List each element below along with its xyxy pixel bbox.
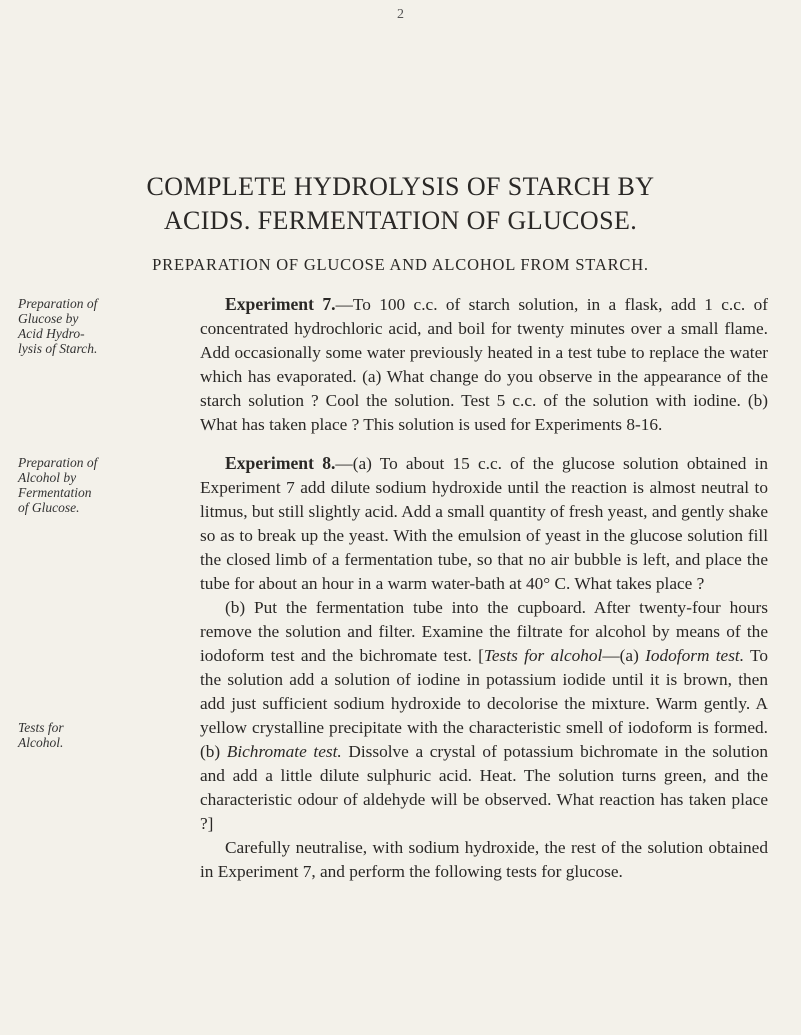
margin-note-line: Fermentation [18, 485, 92, 500]
bichromate-test-text: Dissolve a crystal of potassium bichromate in the solution and add a little dilute sulphuric acid. Heat. The solution turns green, and the characteristic odour of aldehyde will be observed. What reaction has taken place ?] [200, 742, 769, 833]
margin-note-line: Alcohol by [18, 470, 77, 485]
margin-note-alcohol-preparation [18, 455, 97, 515]
margin-note-line: Acid Hydro- [18, 326, 85, 341]
margin-note-line: Preparation of [18, 296, 98, 311]
experiment-8-text-b-start: (b) Put the fermentation tube into the cupboard. After twenty-four hours remove the solution and filter. Examine the filtrate for alcohol by means of the iodoform test and the bichromate test. [ [200, 598, 768, 665]
page-number: 2 [397, 7, 404, 22]
title-line-1: COMPLETE HYDROLYSIS OF STARCH BY [146, 172, 655, 201]
tests-for-alcohol-heading: Tests for alcohol [483, 646, 603, 665]
margin-note-line: Preparation of [18, 455, 98, 470]
subtitle: PREPARATION OF GLUCOSE AND ALCOHOL FROM STARCH. [152, 255, 649, 274]
part-a-label: —(a) [602, 646, 646, 665]
part-b-label: (b) [200, 742, 227, 761]
margin-note-line: of Glucose. [18, 500, 80, 515]
bichromate-test-heading: Bichromate test. [226, 742, 342, 761]
iodoform-test-text: To the solution add a solution of iodine in potassium iodide until it is brown, then add just sufficient sodium hydroxide to decolorise the mixture. Warm gently. A yellow crystalline precipitate with the characteristic smell of iodoform is formed. [200, 646, 769, 737]
experiment-7-heading: Experiment 7. [225, 294, 336, 314]
experiment-8-section [200, 451, 768, 884]
iodoform-test-heading: Iodoform test. [645, 646, 745, 665]
experiment-8-heading: Experiment 8. [225, 453, 336, 473]
margin-note-line: Alcohol. [18, 735, 64, 750]
margin-note-glucose-preparation [18, 296, 97, 356]
experiment-8-part-a [200, 451, 768, 596]
title-line-2: ACIDS. FERMENTATION OF GLUCOSE. [163, 206, 638, 235]
experiment-7-text: —To 100 c.c. of starch solution, in a flask, add 1 c.c. of concentrated hydrochloric acid, and boil for twenty minutes over a small flame. Add occasionally some water previously heated in a test tube to replace the water which has evaporated. (a) What change do you observe in the appearance of the starch solution ? Cool the solution. Test 5 c.c. of the solution with iodine. (b) What has taken place ? This solution is used for Experiments 8-16. [200, 295, 768, 434]
experiment-7-paragraph [200, 292, 768, 437]
margin-note-alcohol-tests [18, 720, 64, 750]
experiment-8-part-b [200, 596, 768, 836]
margin-note-line: Tests for [18, 720, 64, 735]
margin-note-line: Glucose by [18, 311, 79, 326]
experiment-8-text-a: —(a) To about 15 c.c. of the glucose solution obtained in Experiment 7 add dilute sodium hydroxide until the reaction is almost neutral to litmus, but still slightly acid. Add a small quantity of fresh yeast, and gently shake so as to break up the yeast. With the emulsion of yeast in the glucose solution fill the closed limb of a fermentation tube, so that no air bubble is left, and place the tube for about an hour in a warm water-bath at 40° C. What takes place ? [200, 454, 769, 593]
final-paragraph: Carefully neutralise, with sodium hydroxide, the rest of the solution obtained in Experiment 7, and perform the following tests for glucose. [200, 838, 768, 881]
margin-note-line: lysis of Starch. [18, 341, 98, 356]
